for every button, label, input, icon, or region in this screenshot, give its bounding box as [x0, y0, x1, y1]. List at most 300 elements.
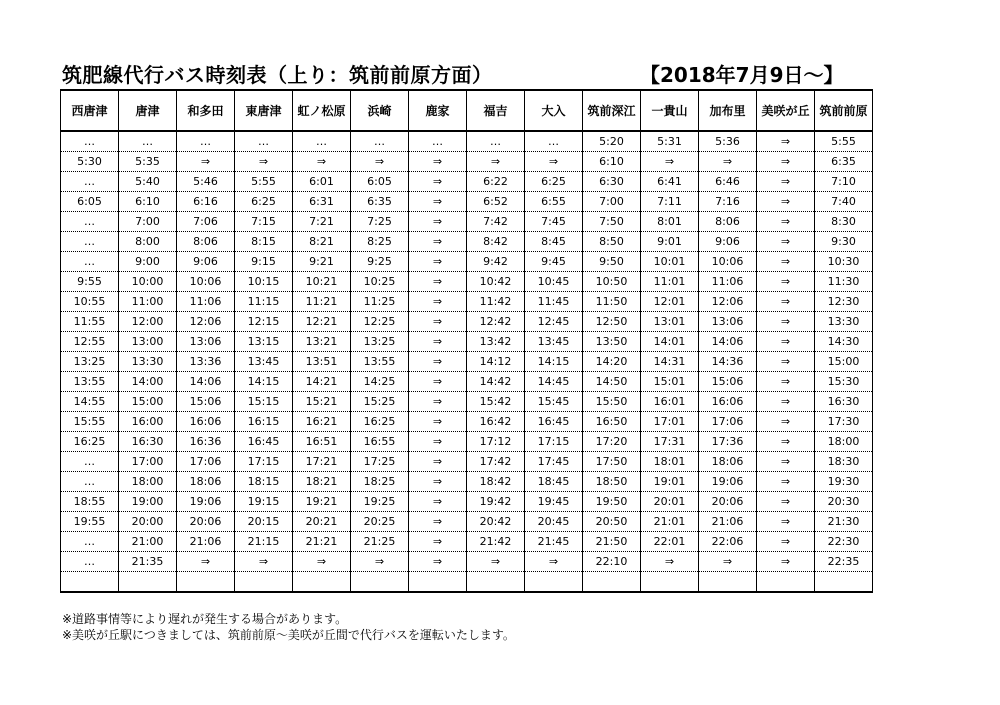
time-cell: ⇒: [351, 152, 409, 172]
time-cell: 7:40: [815, 192, 873, 212]
time-cell: ⇒: [235, 552, 293, 572]
time-cell: …: [177, 131, 235, 152]
table-row: [61, 131, 873, 152]
time-cell: 13:30: [119, 352, 177, 372]
time-cell: 16:06: [699, 392, 757, 412]
time-cell: 18:06: [699, 452, 757, 472]
time-cell: 17:31: [641, 432, 699, 452]
time-cell: ⇒: [409, 412, 467, 432]
table-row: [61, 452, 873, 472]
time-cell: 18:42: [467, 472, 525, 492]
time-cell: ⇒: [525, 552, 583, 572]
time-cell: 14:30: [815, 332, 873, 352]
time-cell: ⇒: [757, 512, 815, 532]
time-cell: 11:42: [467, 292, 525, 312]
time-cell: 17:15: [235, 452, 293, 472]
time-cell: 18:25: [351, 472, 409, 492]
time-cell: 19:15: [235, 492, 293, 512]
time-cell: 14:55: [61, 392, 119, 412]
time-cell: ⇒: [409, 472, 467, 492]
station-header: 美咲が丘: [757, 90, 815, 131]
time-cell: 14:20: [583, 352, 641, 372]
time-cell: 21:00: [119, 532, 177, 552]
time-cell: 12:30: [815, 292, 873, 312]
time-cell: 15:55: [61, 412, 119, 432]
time-cell: 17:15: [525, 432, 583, 452]
time-cell: 16:30: [119, 432, 177, 452]
time-cell: 20:15: [235, 512, 293, 532]
time-cell: 16:00: [119, 412, 177, 432]
time-cell: 12:42: [467, 312, 525, 332]
time-cell: 19:01: [641, 472, 699, 492]
time-cell: ⇒: [409, 452, 467, 472]
time-cell: 19:50: [583, 492, 641, 512]
time-cell: 21:06: [177, 532, 235, 552]
time-cell: ⇒: [409, 152, 467, 172]
time-cell: ⇒: [757, 252, 815, 272]
time-cell: ⇒: [757, 212, 815, 232]
time-cell: 7:50: [583, 212, 641, 232]
time-cell: ⇒: [467, 152, 525, 172]
time-cell: 10:21: [293, 272, 351, 292]
time-cell: [119, 572, 177, 593]
time-cell: 9:42: [467, 252, 525, 272]
time-cell: [235, 572, 293, 593]
time-cell: ⇒: [757, 352, 815, 372]
time-cell: …: [61, 252, 119, 272]
time-cell: 10:55: [61, 292, 119, 312]
time-cell: 13:55: [351, 352, 409, 372]
table-row: [61, 552, 873, 572]
time-cell: 7:25: [351, 212, 409, 232]
time-cell: ⇒: [409, 252, 467, 272]
time-cell: ⇒: [757, 452, 815, 472]
station-header: 一貴山: [641, 90, 699, 131]
time-cell: 6:05: [61, 192, 119, 212]
time-cell: 22:10: [583, 552, 641, 572]
time-cell: 7:10: [815, 172, 873, 192]
time-cell: 12:50: [583, 312, 641, 332]
table-row: [61, 212, 873, 232]
time-cell: 11:15: [235, 292, 293, 312]
time-cell: 18:01: [641, 452, 699, 472]
time-cell: [467, 572, 525, 593]
time-cell: ⇒: [757, 552, 815, 572]
time-cell: 17:45: [525, 452, 583, 472]
time-cell: 9:06: [699, 232, 757, 252]
time-cell: ⇒: [757, 412, 815, 432]
time-cell: 18:30: [815, 452, 873, 472]
time-cell: 21:25: [351, 532, 409, 552]
time-cell: ⇒: [757, 432, 815, 452]
time-cell: 14:00: [119, 372, 177, 392]
time-cell: 15:21: [293, 392, 351, 412]
time-cell: 19:06: [699, 472, 757, 492]
time-cell: 12:01: [641, 292, 699, 312]
time-cell: 7:06: [177, 212, 235, 232]
time-cell: 15:00: [815, 352, 873, 372]
time-cell: 12:06: [177, 312, 235, 332]
time-cell: 15:01: [641, 372, 699, 392]
time-cell: 17:06: [177, 452, 235, 472]
time-cell: ⇒: [757, 292, 815, 312]
time-cell: 18:50: [583, 472, 641, 492]
time-cell: 5:30: [61, 152, 119, 172]
time-cell: 10:42: [467, 272, 525, 292]
time-cell: 18:55: [61, 492, 119, 512]
table-row: [61, 292, 873, 312]
time-cell: 13:42: [467, 332, 525, 352]
time-cell: ⇒: [409, 212, 467, 232]
time-cell: 14:42: [467, 372, 525, 392]
station-header: 加布里: [699, 90, 757, 131]
table-row: [61, 512, 873, 532]
time-cell: 9:45: [525, 252, 583, 272]
time-cell: 22:01: [641, 532, 699, 552]
table-row: [61, 252, 873, 272]
time-cell: 15:45: [525, 392, 583, 412]
page-title: 筑肥線代行バス時刻表（上り：筑前前原方面）: [62, 63, 493, 87]
time-cell: 6:10: [119, 192, 177, 212]
time-cell: ⇒: [409, 372, 467, 392]
station-header: 虹ノ松原: [293, 90, 351, 131]
time-cell: 21:42: [467, 532, 525, 552]
time-cell: 18:15: [235, 472, 293, 492]
time-cell: ⇒: [351, 552, 409, 572]
time-cell: ⇒: [409, 532, 467, 552]
time-cell: 15:00: [119, 392, 177, 412]
station-header: 和多田: [177, 90, 235, 131]
time-cell: 14:31: [641, 352, 699, 372]
table-row: [61, 532, 873, 552]
time-cell: 10:30: [815, 252, 873, 272]
station-header: 鹿家: [409, 90, 467, 131]
time-cell: 13:25: [61, 352, 119, 372]
time-cell: 21:30: [815, 512, 873, 532]
time-cell: 16:42: [467, 412, 525, 432]
table-row: [61, 412, 873, 432]
station-header: 福吉: [467, 90, 525, 131]
time-cell: 10:00: [119, 272, 177, 292]
time-cell: 14:06: [177, 372, 235, 392]
time-cell: 17:42: [467, 452, 525, 472]
time-cell: 11:25: [351, 292, 409, 312]
time-cell: 15:15: [235, 392, 293, 412]
time-cell: 19:42: [467, 492, 525, 512]
time-cell: 13:51: [293, 352, 351, 372]
time-cell: 8:06: [699, 212, 757, 232]
time-cell: 13:50: [583, 332, 641, 352]
table-row: [61, 272, 873, 292]
time-cell: [583, 572, 641, 593]
time-cell: 11:00: [119, 292, 177, 312]
time-cell: 18:21: [293, 472, 351, 492]
station-header: 唐津: [119, 90, 177, 131]
time-cell: 21:01: [641, 512, 699, 532]
time-cell: 21:35: [119, 552, 177, 572]
time-cell: 15:42: [467, 392, 525, 412]
time-cell: 14:21: [293, 372, 351, 392]
table-row: [61, 492, 873, 512]
time-cell: 6:31: [293, 192, 351, 212]
time-cell: 5:20: [583, 131, 641, 152]
time-cell: 11:45: [525, 292, 583, 312]
time-cell: 20:45: [525, 512, 583, 532]
time-cell: [699, 572, 757, 593]
time-cell: 10:45: [525, 272, 583, 292]
time-cell: 21:50: [583, 532, 641, 552]
time-cell: 20:01: [641, 492, 699, 512]
table-row: [61, 312, 873, 332]
time-cell: 19:55: [61, 512, 119, 532]
time-cell: 6:30: [583, 172, 641, 192]
time-cell: …: [119, 131, 177, 152]
time-cell: ⇒: [409, 312, 467, 332]
time-cell: ⇒: [699, 552, 757, 572]
time-cell: …: [525, 131, 583, 152]
time-cell: …: [467, 131, 525, 152]
time-cell: 17:50: [583, 452, 641, 472]
time-cell: …: [351, 131, 409, 152]
time-cell: 18:00: [815, 432, 873, 452]
time-cell: 19:21: [293, 492, 351, 512]
time-cell: 14:01: [641, 332, 699, 352]
time-cell: 15:30: [815, 372, 873, 392]
time-cell: 20:21: [293, 512, 351, 532]
time-cell: 5:55: [815, 131, 873, 152]
time-cell: 6:05: [351, 172, 409, 192]
effective-date: 【2018年7月9日～】: [640, 63, 844, 87]
time-cell: 14:12: [467, 352, 525, 372]
time-cell: 8:25: [351, 232, 409, 252]
time-cell: ⇒: [757, 372, 815, 392]
time-cell: 20:30: [815, 492, 873, 512]
time-cell: ⇒: [409, 292, 467, 312]
time-cell: 6:22: [467, 172, 525, 192]
time-cell: 9:25: [351, 252, 409, 272]
time-cell: 11:21: [293, 292, 351, 312]
time-cell: 13:15: [235, 332, 293, 352]
time-cell: 7:45: [525, 212, 583, 232]
table-row: [61, 172, 873, 192]
time-cell: 16:01: [641, 392, 699, 412]
time-cell: 9:00: [119, 252, 177, 272]
time-cell: 11:55: [61, 312, 119, 332]
station-header: 東唐津: [235, 90, 293, 131]
time-cell: 6:41: [641, 172, 699, 192]
time-cell: 8:06: [177, 232, 235, 252]
time-cell: 20:06: [699, 492, 757, 512]
time-cell: 6:52: [467, 192, 525, 212]
time-cell: …: [61, 131, 119, 152]
time-cell: 14:25: [351, 372, 409, 392]
time-cell: 9:21: [293, 252, 351, 272]
time-cell: 14:50: [583, 372, 641, 392]
time-cell: [351, 572, 409, 593]
time-cell: 20:42: [467, 512, 525, 532]
time-cell: 10:01: [641, 252, 699, 272]
time-cell: 7:21: [293, 212, 351, 232]
time-cell: ⇒: [641, 552, 699, 572]
time-cell: 9:50: [583, 252, 641, 272]
time-cell: 17:12: [467, 432, 525, 452]
time-cell: 18:06: [177, 472, 235, 492]
time-cell: ⇒: [467, 552, 525, 572]
time-cell: 9:01: [641, 232, 699, 252]
time-cell: …: [61, 532, 119, 552]
time-cell: 19:25: [351, 492, 409, 512]
time-cell: 21:45: [525, 532, 583, 552]
time-cell: 12:55: [61, 332, 119, 352]
time-cell: 6:25: [525, 172, 583, 192]
time-cell: 13:55: [61, 372, 119, 392]
time-cell: 10:25: [351, 272, 409, 292]
time-cell: 6:35: [815, 152, 873, 172]
time-cell: 7:42: [467, 212, 525, 232]
time-cell: 12:21: [293, 312, 351, 332]
time-cell: 13:36: [177, 352, 235, 372]
time-cell: …: [61, 452, 119, 472]
time-cell: 12:45: [525, 312, 583, 332]
time-cell: 13:06: [177, 332, 235, 352]
time-cell: 14:45: [525, 372, 583, 392]
time-cell: 17:01: [641, 412, 699, 432]
table-row: [61, 192, 873, 212]
time-cell: ⇒: [757, 232, 815, 252]
time-cell: 22:35: [815, 552, 873, 572]
time-cell: 12:15: [235, 312, 293, 332]
time-cell: 15:50: [583, 392, 641, 412]
time-cell: 10:06: [177, 272, 235, 292]
time-cell: 21:06: [699, 512, 757, 532]
time-cell: 9:55: [61, 272, 119, 292]
time-cell: 6:01: [293, 172, 351, 192]
time-cell: 10:50: [583, 272, 641, 292]
time-cell: ⇒: [235, 152, 293, 172]
time-cell: 19:30: [815, 472, 873, 492]
time-cell: 16:06: [177, 412, 235, 432]
time-cell: ⇒: [757, 472, 815, 492]
time-cell: 8:00: [119, 232, 177, 252]
time-cell: [61, 572, 119, 593]
time-cell: …: [409, 131, 467, 152]
station-header: 筑前深江: [583, 90, 641, 131]
time-cell: 17:25: [351, 452, 409, 472]
time-cell: 15:25: [351, 392, 409, 412]
time-cell: [409, 572, 467, 593]
table-row: [61, 572, 873, 593]
time-cell: 5:36: [699, 131, 757, 152]
time-cell: 11:50: [583, 292, 641, 312]
time-cell: 16:30: [815, 392, 873, 412]
time-cell: 20:50: [583, 512, 641, 532]
time-cell: 7:15: [235, 212, 293, 232]
time-cell: 10:06: [699, 252, 757, 272]
time-cell: 13:30: [815, 312, 873, 332]
time-cell: 7:00: [583, 192, 641, 212]
time-cell: …: [293, 131, 351, 152]
note-delay: ※道路事情等により遅れが発生する場合があります。: [62, 612, 348, 626]
time-cell: ⇒: [409, 432, 467, 452]
time-cell: 16:55: [351, 432, 409, 452]
time-cell: 12:00: [119, 312, 177, 332]
time-cell: 8:01: [641, 212, 699, 232]
time-cell: ⇒: [757, 192, 815, 212]
time-cell: 8:42: [467, 232, 525, 252]
station-header: 浜崎: [351, 90, 409, 131]
timetable-body: [61, 131, 873, 592]
table-row: [61, 372, 873, 392]
time-cell: ⇒: [293, 552, 351, 572]
table-row: [61, 232, 873, 252]
time-cell: 14:15: [235, 372, 293, 392]
time-cell: 18:45: [525, 472, 583, 492]
table-row: [61, 332, 873, 352]
timetable: [60, 89, 873, 593]
time-cell: 8:30: [815, 212, 873, 232]
time-cell: 8:50: [583, 232, 641, 252]
time-cell: ⇒: [409, 332, 467, 352]
time-cell: 5:46: [177, 172, 235, 192]
time-cell: 20:25: [351, 512, 409, 532]
time-cell: 11:01: [641, 272, 699, 292]
time-cell: 6:55: [525, 192, 583, 212]
table-row: [61, 472, 873, 492]
timetable-header: [61, 90, 873, 131]
time-cell: 16:36: [177, 432, 235, 452]
time-cell: 16:25: [61, 432, 119, 452]
time-cell: ⇒: [641, 152, 699, 172]
time-cell: 20:00: [119, 512, 177, 532]
time-cell: ⇒: [409, 272, 467, 292]
time-cell: ⇒: [409, 352, 467, 372]
time-cell: [641, 572, 699, 593]
time-cell: ⇒: [699, 152, 757, 172]
time-cell: …: [61, 472, 119, 492]
time-cell: 16:51: [293, 432, 351, 452]
time-cell: …: [61, 212, 119, 232]
time-cell: 19:06: [177, 492, 235, 512]
station-header: 西唐津: [61, 90, 119, 131]
time-cell: 16:15: [235, 412, 293, 432]
time-cell: 19:00: [119, 492, 177, 512]
time-cell: ⇒: [757, 131, 815, 152]
time-cell: 10:15: [235, 272, 293, 292]
time-cell: 7:16: [699, 192, 757, 212]
time-cell: 17:20: [583, 432, 641, 452]
time-cell: 8:21: [293, 232, 351, 252]
time-cell: ⇒: [409, 492, 467, 512]
time-cell: …: [235, 131, 293, 152]
time-cell: ⇒: [177, 552, 235, 572]
time-cell: 5:55: [235, 172, 293, 192]
table-row: [61, 432, 873, 452]
time-cell: ⇒: [757, 532, 815, 552]
time-cell: 6:35: [351, 192, 409, 212]
time-cell: ⇒: [409, 552, 467, 572]
time-cell: 13:45: [235, 352, 293, 372]
time-cell: ⇒: [409, 392, 467, 412]
time-cell: 21:15: [235, 532, 293, 552]
time-cell: ⇒: [177, 152, 235, 172]
time-cell: 16:25: [351, 412, 409, 432]
time-cell: 13:06: [699, 312, 757, 332]
time-cell: 13:21: [293, 332, 351, 352]
time-cell: 11:06: [177, 292, 235, 312]
time-cell: [757, 572, 815, 593]
time-cell: 12:06: [699, 292, 757, 312]
notes: [62, 611, 515, 643]
